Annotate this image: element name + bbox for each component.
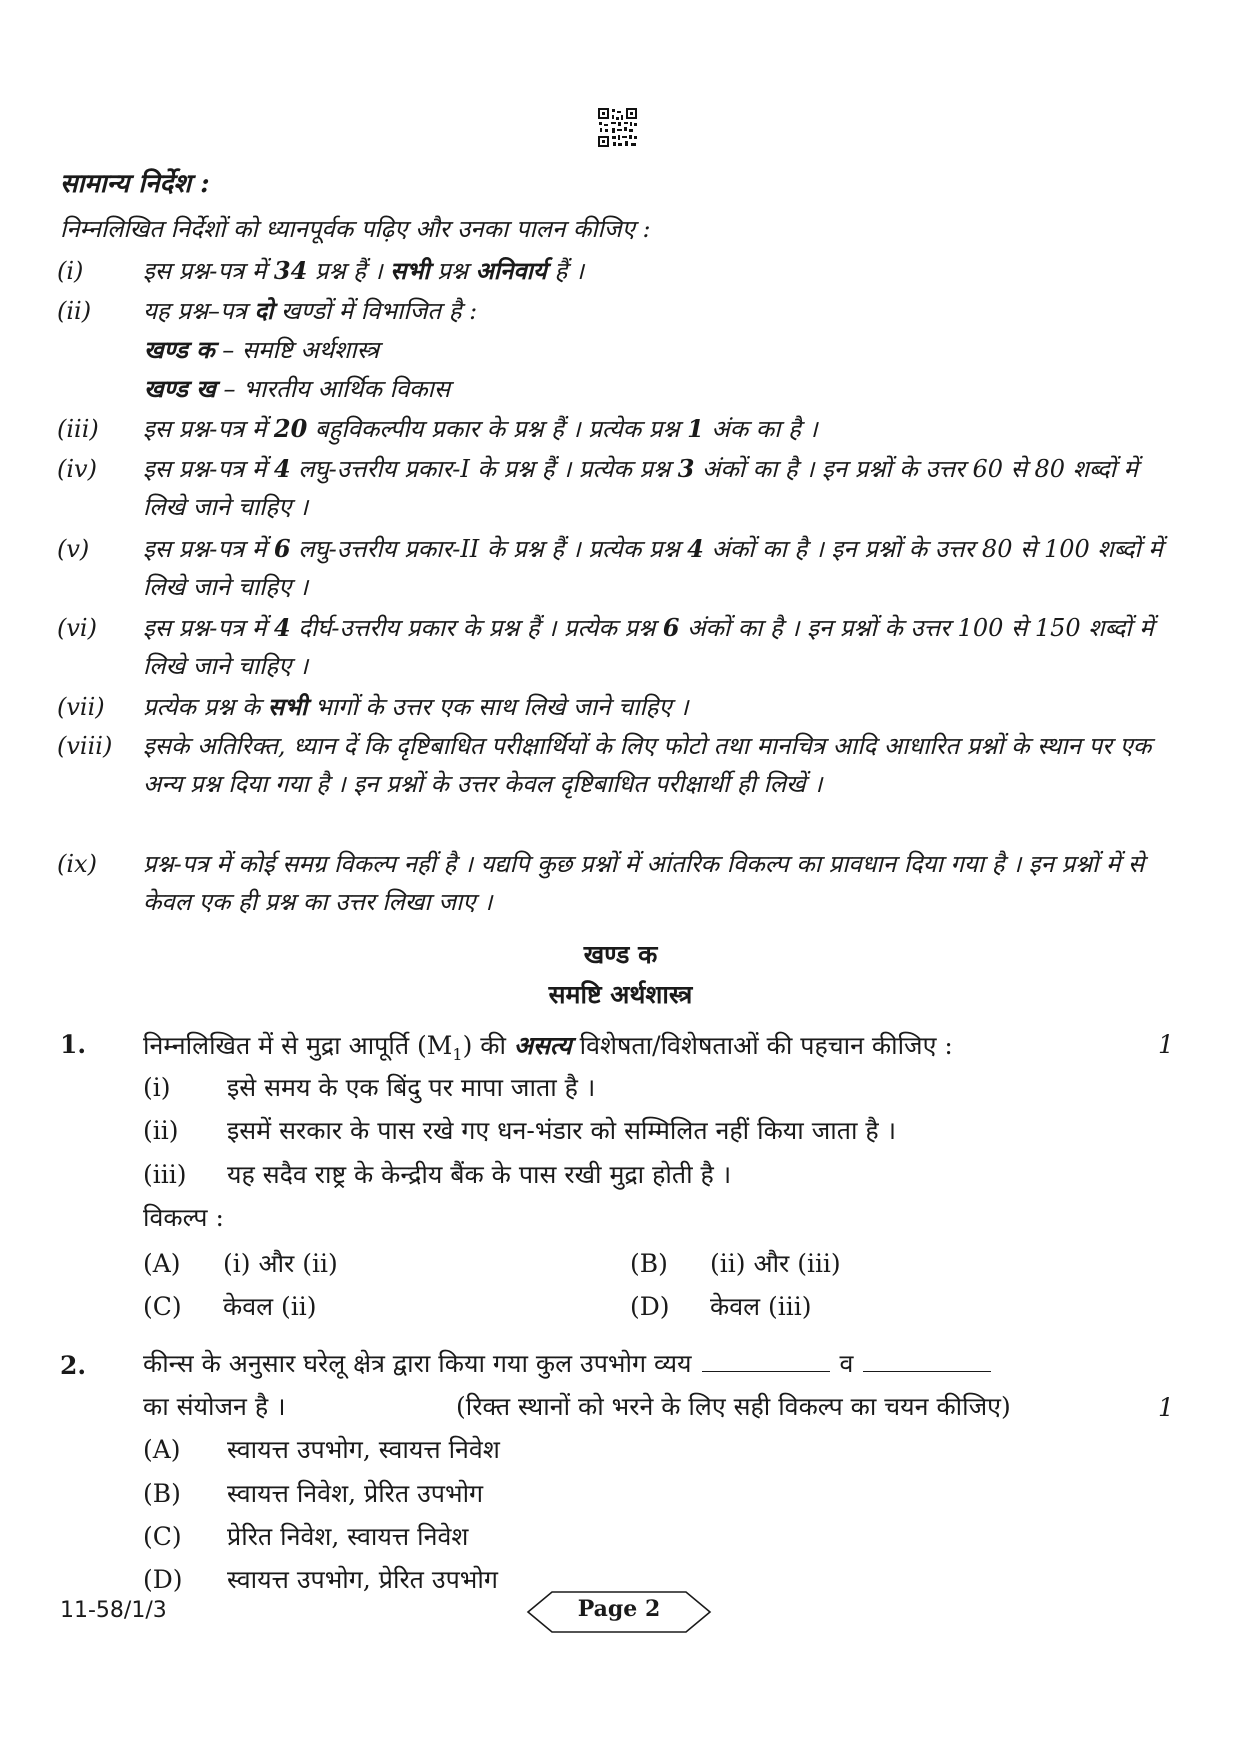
statement-item: (i) इसे समय के एक बिंदु पर मापा जाता है । [143, 1073, 596, 1102]
question-hint: (रिक्त स्थानों को भरने के लिए सही विकल्प का चयन कीजिए) [456, 1392, 1011, 1421]
instruction-item: (viii) इसके अतिरिक्त, ध्यान दें कि दृष्टिबाधित परीक्षार्थियों के लिए फोटो तथा मानचित्र आदि आधारित प्रश्नों के स्थान पर एक अन्य प्रश्न दिया गया है । इन प्रश्नों के उत्तर केवल दृष्टिबाधित परीक्षार्थी ही लिखें । [57, 732, 1152, 798]
instruction-item: (iii) इस प्रश्न-पत्र में 20 बहुविकल्पीय प्रकार के प्रश्न हैं । प्रत्येक प्रश्न 1 अंक का है । [57, 414, 818, 443]
instruction-item: (ix) प्रश्न-पत्र में कोई समग्र विकल्प नहीं है । यद्यपि कुछ प्रश्नों में आंतरिक विकल्प का प्रावधान दिया गया है । इन प्रश्नों में से केवल एक ही प्रश्न का उत्तर लिखा जाए । [57, 850, 1145, 916]
answer-option: (D) स्वायत्त उपभोग, प्रेरित उपभोग [143, 1565, 498, 1594]
question-marks: 1 [1158, 1030, 1174, 1059]
answer-option: (C) केवल (ii) [143, 1292, 317, 1321]
question-marks: 1 [1158, 1393, 1174, 1422]
answer-option: (A) स्वायत्त उपभोग, स्वायत्त निवेश [143, 1435, 500, 1464]
section-subtitle: समष्टि अर्थशास्त्र [548, 980, 693, 1009]
section-a-description: खण्ड क – समष्टि अर्थशास्त्र [144, 335, 380, 364]
blank-line [702, 1349, 830, 1372]
question-text: कीन्स के अनुसार घरेलू क्षेत्र द्वारा किया गया कुल उपभोग व्यय व [143, 1346, 1001, 1380]
instructions-intro: निम्नलिखित निर्देशों को ध्यानपूर्वक पढ़िए और उनका पालन कीजिए : [60, 215, 651, 243]
answer-option: (A) (i) और (ii) [143, 1249, 338, 1278]
page-number-label: Page 2 [577, 1596, 661, 1622]
qr-code [597, 107, 638, 148]
answer-option: (D) केवल (iii) [630, 1292, 812, 1321]
instruction-item: (v) इस प्रश्न-पत्र में 6 लघु-उत्तरीय प्रकार-II के प्रश्न हैं । प्रत्येक प्रश्न 4 अंकों का है । इन प्रश्नों के उत्तर 80 से 100 शब्दों में लिखे जाने चाहिए । [57, 534, 1163, 601]
statement-item: (ii) इसमें सरकार के पास रखे गए धन-भंडार को सम्मिलित नहीं किया जाता है । [143, 1116, 897, 1145]
section-b-description: खण्ड ख – भारतीय आर्थिक विकास [144, 374, 451, 403]
statement-item: (iii) यह सदैव राष्ट्र के केन्द्रीय बैंक के पास रखी मुद्रा होती है । [143, 1160, 732, 1189]
answer-option: (B) (ii) और (iii) [630, 1249, 841, 1278]
instruction-item: (ii) यह प्रश्न–पत्र दो खण्डों में विभाजित है : [57, 296, 478, 325]
paper-code: 11-58/1/3 [60, 1598, 167, 1623]
options-label: विकल्प : [143, 1203, 224, 1232]
question-number: 2. [60, 1351, 87, 1380]
instruction-item: (vii) प्रत्येक प्रश्न के सभी भागों के उत्तर एक साथ लिखे जाने चाहिए । [57, 692, 689, 721]
instruction-item: (i) इस प्रश्न-पत्र में 34 प्रश्न हैं । सभी प्रश्न अनिवार्य हैं । [57, 256, 584, 285]
instruction-item: (vi) इस प्रश्न-पत्र में 4 दीर्घ-उत्तरीय प्रकार के प्रश्न हैं । प्रत्येक प्रश्न 6 अंकों का है । इन प्रश्नों के उत्तर 100 से 150 शब्दों में लिखे जाने चाहिए । [57, 613, 1154, 680]
answer-option: (B) स्वायत्त निवेश, प्रेरित उपभोग [143, 1479, 484, 1508]
question-number: 1. [60, 1030, 87, 1059]
section-title: खण्ड क [583, 940, 658, 969]
answer-option: (C) प्रेरित निवेश, स्वायत्त निवेश [143, 1522, 469, 1551]
general-instructions-heading: सामान्य निर्देश : [60, 169, 210, 199]
blank-line [863, 1349, 991, 1372]
question-text-continued: का संयोजन है । [143, 1392, 286, 1421]
instruction-item: (iv) इस प्रश्न-पत्र में 4 लघु-उत्तरीय प्रकार-I के प्रश्न हैं । प्रत्येक प्रश्न 3 अंकों का है । इन प्रश्नों के उत्तर 60 से 80 शब्दों में लिखे जाने चाहिए । [57, 454, 1138, 521]
page-number-badge [526, 1590, 712, 1634]
question-text: निम्नलिखित में से मुद्रा आपूर्ति $(M_1)$ की असत्य विशेषता/विशेषताओं की पहचान कीजिए : [143, 1031, 953, 1064]
